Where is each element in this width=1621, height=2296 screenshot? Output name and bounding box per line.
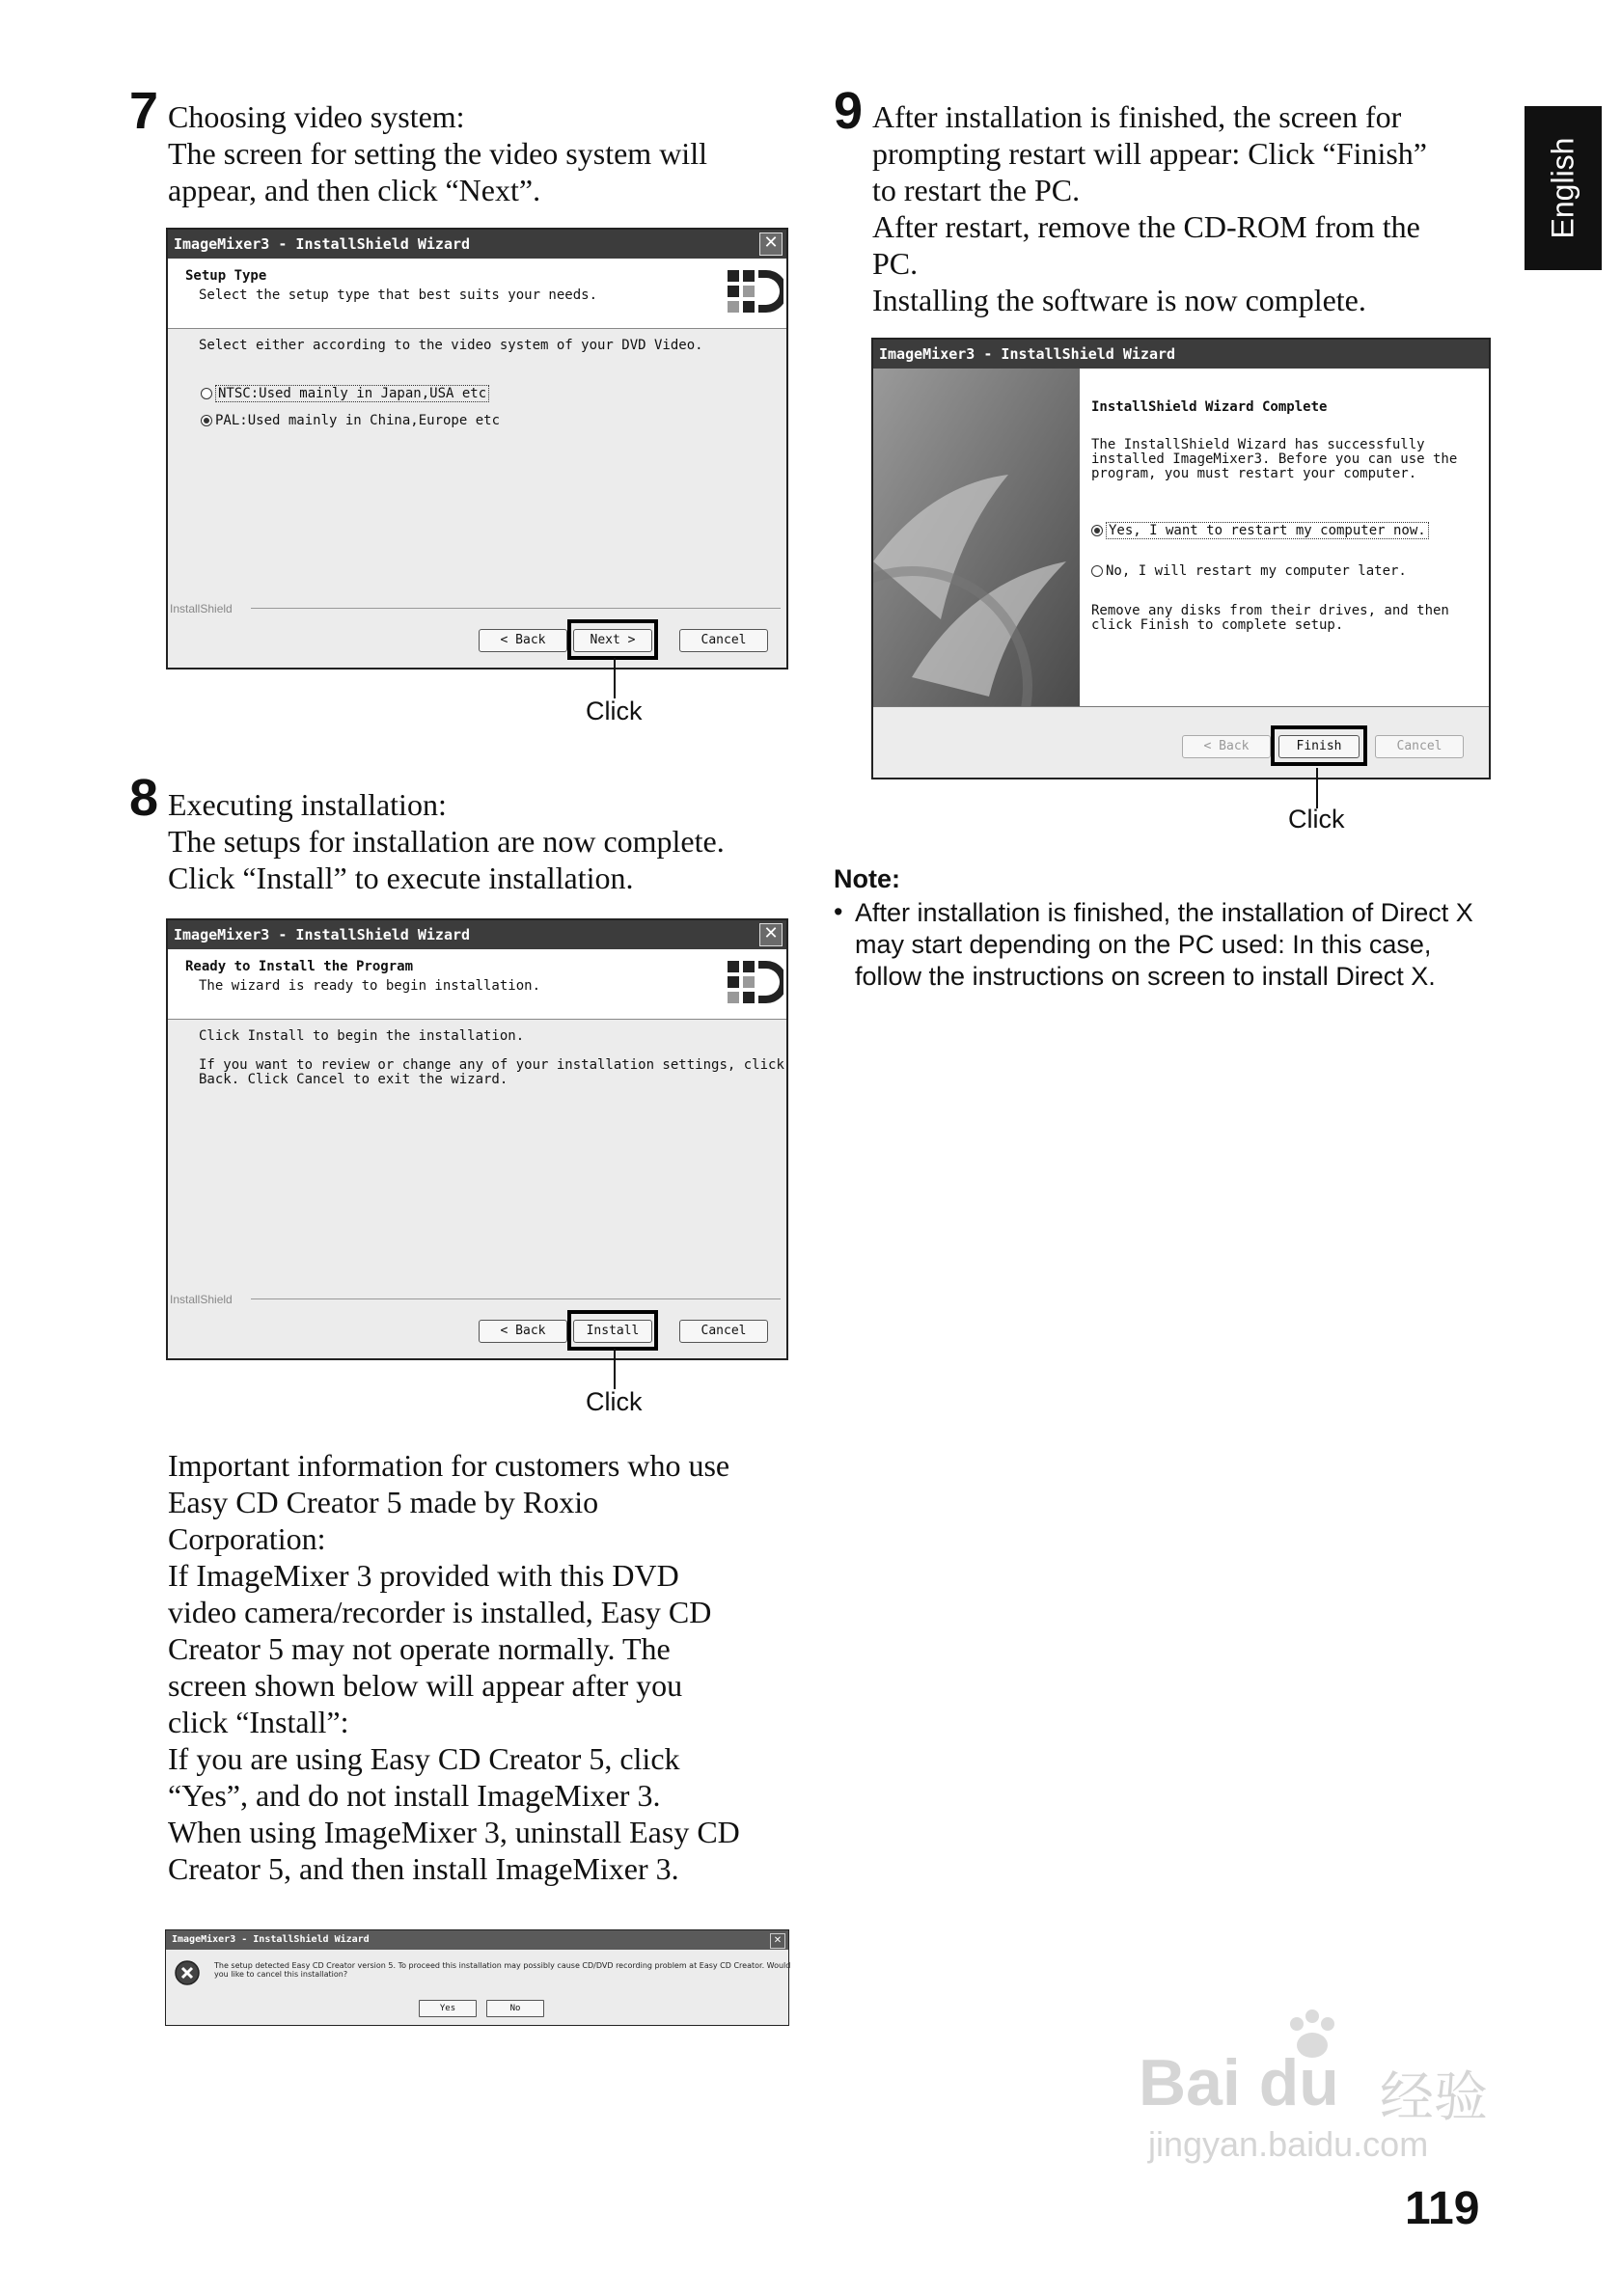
- back-button[interactable]: < Back: [479, 629, 567, 652]
- wizard-paragraph: The InstallShield Wizard has successfully installed ImageMixer3. Before you can use the program, you must restart your computer.: [1091, 437, 1458, 481]
- callout-line: [614, 658, 616, 698]
- info-line: Corporation:: [168, 1521, 326, 1556]
- click-label: Click: [1288, 805, 1345, 834]
- wizard-heading: InstallShield Wizard Complete: [1091, 399, 1328, 415]
- divider: [251, 608, 781, 609]
- dialog-header: [168, 259, 786, 329]
- step-9-line: After installation is finished, the screen for: [872, 99, 1402, 134]
- step-9-line: to restart the PC.: [872, 173, 1081, 207]
- step-8-line: The setups for installation are now complete.: [168, 824, 725, 859]
- step-9-line: PC.: [872, 246, 919, 281]
- watermark-brand: Bai du: [1139, 2046, 1339, 2119]
- important-info-text: [168, 1447, 740, 1887]
- page-number: 119: [1405, 2183, 1480, 2234]
- watermark-url: jingyan.baidu.com: [1148, 2124, 1429, 2164]
- dialog-header: [168, 949, 786, 1020]
- header-title: Setup Type: [185, 268, 267, 284]
- step-7-line: Choosing video system:: [168, 99, 465, 134]
- info-line: video camera/recorder is installed, Easy CD: [168, 1595, 712, 1629]
- setup-type-dialog: [166, 228, 788, 670]
- body-line: If you want to review or change any of your installation settings, click: [199, 1057, 784, 1073]
- step-7-number: 7: [129, 82, 159, 140]
- step-9-line: Installing the software is now complete.: [872, 283, 1366, 317]
- step-9-line: After restart, remove the CD-ROM from the: [872, 209, 1420, 244]
- dialog-titlebar: [168, 920, 786, 949]
- dialog-title: ImageMixer3 - InstallShield Wizard: [879, 345, 1176, 363]
- header-title: Ready to Install the Program: [185, 959, 414, 974]
- yes-button[interactable]: Yes: [419, 2000, 477, 2017]
- error-icon: [174, 1959, 201, 1986]
- info-line: Important information for customers who use: [168, 1448, 730, 1483]
- info-line: Easy CD Creator 5 made by Roxio: [168, 1485, 599, 1519]
- close-icon[interactable]: ✕: [759, 923, 783, 946]
- close-icon[interactable]: ✕: [759, 232, 783, 256]
- installshield-label: InstallShield: [170, 1291, 236, 1308]
- body-text: Select either according to the video system of your DVD Video.: [199, 338, 703, 353]
- body-line: Back. Click Cancel to exit the wizard.: [199, 1072, 508, 1087]
- step-8-text: [168, 786, 725, 896]
- finish-highlight-box: [1271, 725, 1367, 766]
- roxio-warning-dialog: [165, 1929, 789, 2026]
- back-button[interactable]: < Back: [1182, 735, 1271, 758]
- callout-line: [614, 1349, 616, 1389]
- ntsc-radio-option[interactable]: [201, 386, 489, 401]
- back-button[interactable]: < Back: [479, 1320, 567, 1343]
- installshield-label: InstallShield: [170, 600, 236, 617]
- dialog-title: ImageMixer3 - InstallShield Wizard: [174, 235, 471, 253]
- no-button[interactable]: No: [486, 2000, 544, 2017]
- step-8-line: Executing installation:: [168, 787, 447, 822]
- dialog-titlebar: [168, 230, 786, 259]
- info-line: screen shown below will appear after you: [168, 1668, 683, 1703]
- cancel-button[interactable]: Cancel: [679, 1320, 768, 1343]
- note-bullet: •: [834, 897, 843, 926]
- note-text: [855, 897, 1473, 993]
- pal-radio-option[interactable]: [201, 413, 500, 428]
- radio-icon[interactable]: [201, 388, 212, 399]
- warning-message: The setup detected Easy CD Creator version 5. To proceed this installation may possibly cause CD/DVD recording problem at Easy CD Creator. Would you like to cancel this installation?: [214, 1961, 791, 1979]
- close-icon[interactable]: ✕: [770, 1933, 785, 1949]
- step-7-text: [168, 98, 707, 208]
- finish-button[interactable]: Finish: [1278, 735, 1360, 758]
- header-subtitle: The wizard is ready to begin installation.: [199, 978, 541, 994]
- step-9-number: 9: [834, 82, 864, 140]
- radio-selected-icon[interactable]: [201, 415, 212, 426]
- dialog-titlebar: [873, 340, 1489, 369]
- dialog-title: ImageMixer3 - InstallShield Wizard: [174, 926, 471, 943]
- ntsc-option-label: NTSC:Used mainly in Japan,USA etc: [215, 385, 489, 402]
- next-button[interactable]: Next >: [573, 629, 652, 652]
- callout-line: [1316, 768, 1318, 808]
- wizard-side-graphic: [873, 369, 1080, 706]
- next-highlight-box: [567, 619, 658, 660]
- cancel-button[interactable]: Cancel: [1375, 735, 1464, 758]
- dialog-titlebar: [166, 1930, 788, 1950]
- watermark-cn: 经验: [1380, 2066, 1488, 2129]
- radio-selected-icon[interactable]: [1091, 525, 1103, 536]
- info-line: If you are using Easy CD Creator 5, click: [168, 1741, 680, 1776]
- wizard-complete-dialog: [871, 338, 1491, 779]
- step-8-number: 8: [129, 769, 159, 827]
- language-tab: [1525, 106, 1602, 270]
- install-button[interactable]: Install: [573, 1320, 652, 1343]
- wizard-paragraph: Remove any disks from their drives, and then click Finish to complete setup.: [1091, 603, 1449, 633]
- installshield-logo-icon: [726, 957, 783, 1015]
- click-label: Click: [586, 1387, 643, 1416]
- wizard-content-pane: [1080, 369, 1489, 706]
- baidu-watermark: [1139, 2007, 1525, 2164]
- note-line: follow the instructions on screen to install Direct X.: [855, 962, 1436, 991]
- divider: [873, 706, 1489, 707]
- click-label: Click: [586, 697, 643, 725]
- note-heading: Note:: [834, 864, 900, 893]
- note-line: After installation is finished, the installation of Direct X: [855, 898, 1473, 927]
- body-line: Click Install to begin the installation.: [199, 1028, 525, 1044]
- info-line: When using ImageMixer 3, uninstall Easy CD: [168, 1815, 740, 1849]
- pal-option-label: PAL:Used mainly in China,Europe etc: [215, 413, 501, 428]
- radio-icon[interactable]: [1091, 565, 1103, 577]
- cancel-button[interactable]: Cancel: [679, 629, 768, 652]
- restart-later-option[interactable]: [1091, 563, 1407, 579]
- info-line: Creator 5 may not operate normally. The: [168, 1631, 671, 1666]
- restart-later-label: No, I will restart my computer later.: [1106, 563, 1407, 579]
- step-9-text: [872, 98, 1427, 318]
- language-tab-label: English: [1545, 137, 1580, 239]
- restart-now-label: Yes, I want to restart my computer now.: [1106, 522, 1429, 539]
- header-subtitle: Select the setup type that best suits your needs.: [199, 287, 598, 303]
- info-line: “Yes”, and do not install ImageMixer 3.: [168, 1778, 661, 1813]
- step-9-line: prompting restart will appear: Click “Finish”: [872, 136, 1427, 171]
- ready-to-install-dialog: [166, 918, 788, 1360]
- info-line: If ImageMixer 3 provided with this DVD: [168, 1558, 679, 1593]
- info-line: click “Install”:: [168, 1705, 349, 1739]
- step-8-line: Click “Install” to execute installation.: [168, 861, 634, 895]
- note-line: may start depending on the PC used: In this case,: [855, 930, 1432, 959]
- install-highlight-box: [567, 1310, 658, 1351]
- dialog-title: ImageMixer3 - InstallShield Wizard: [172, 1934, 370, 1945]
- step-7-line: appear, and then click “Next”.: [168, 173, 541, 207]
- step-7-line: The screen for setting the video system will: [168, 136, 707, 171]
- restart-now-option[interactable]: [1091, 523, 1429, 538]
- divider: [251, 1298, 781, 1299]
- info-line: Creator 5, and then install ImageMixer 3.: [168, 1851, 679, 1886]
- installshield-logo-icon: [726, 266, 783, 324]
